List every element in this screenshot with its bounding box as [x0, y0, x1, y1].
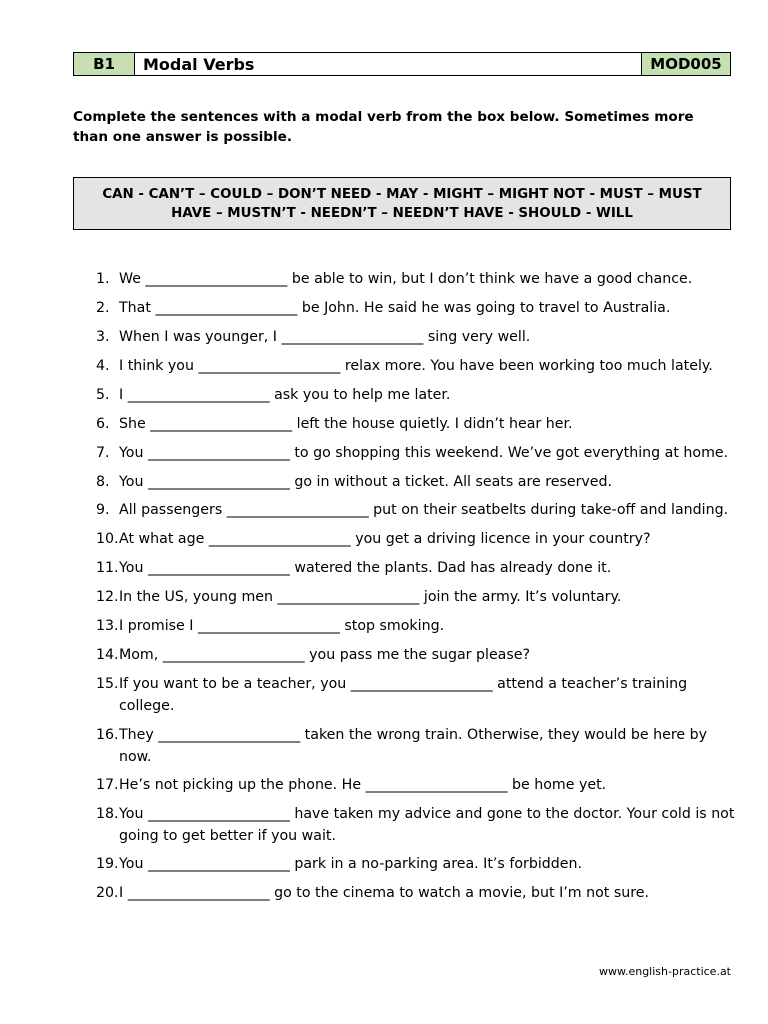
sentence-start: He’s not picking up the phone. He	[119, 777, 366, 793]
item-sentence	[119, 326, 736, 348]
answer-blank[interactable]: ____________________	[350, 676, 493, 692]
sentence-end: be home yet.	[507, 777, 607, 793]
answer-blank[interactable]: ____________________	[226, 502, 369, 518]
sentence-start: In the US, young men	[119, 589, 278, 605]
sentence-end: stop smoking.	[339, 618, 445, 634]
answer-blank[interactable]: ____________________	[147, 445, 290, 461]
sentence-end: sing very well.	[423, 329, 531, 345]
footer-url: www.english-practice.at	[598, 965, 731, 978]
answer-blank[interactable]: ____________________	[127, 387, 270, 403]
item-sentence	[119, 774, 736, 796]
item-number: 19.	[96, 856, 119, 872]
sentence-end: put on their seatbelts during take-off and landing.	[368, 502, 729, 518]
item-number: 13.	[96, 618, 119, 634]
item-sentence	[119, 268, 736, 290]
exercise-list	[96, 268, 739, 911]
sentence-start: Mom,	[119, 647, 163, 663]
answer-blank[interactable]: ____________________	[145, 271, 288, 287]
sentence-end: go in without a ticket. All seats are reserved.	[289, 474, 613, 490]
item-number: 12.	[96, 589, 119, 605]
answer-blank[interactable]: ____________________	[158, 727, 301, 743]
worksheet-header	[73, 52, 731, 76]
sentence-start: I promise I	[119, 618, 198, 634]
item-number: 16.	[96, 727, 119, 743]
exercise-item	[96, 853, 736, 875]
sentence-end: be able to win, but I don’t think we have a good chance.	[287, 271, 693, 287]
sentence-start: She	[119, 416, 151, 432]
item-number: 10.	[96, 531, 119, 547]
answer-blank[interactable]: ____________________	[281, 329, 424, 345]
answer-blank[interactable]: ____________________	[155, 300, 298, 316]
item-sentence	[119, 803, 739, 847]
exercise-item	[96, 774, 736, 796]
exercise-item	[96, 297, 736, 319]
sentence-end: watered the plants. Dad has already done it.	[289, 560, 612, 576]
item-sentence	[119, 384, 736, 406]
sentence-start: You	[119, 806, 148, 822]
worksheet-code: MOD005	[641, 53, 730, 75]
worksheet-title: Modal Verbs	[143, 54, 255, 74]
exercise-item	[96, 413, 736, 435]
item-sentence	[119, 882, 736, 904]
sentence-start: I think you	[119, 358, 199, 374]
exercise-item	[96, 644, 736, 666]
answer-blank[interactable]: ____________________	[162, 647, 305, 663]
item-sentence	[119, 853, 736, 875]
sentence-start: All passengers	[119, 502, 227, 518]
answer-blank[interactable]: ____________________	[198, 358, 341, 374]
sentence-end: left the house quietly. I didn’t hear her.	[292, 416, 573, 432]
item-number: 2.	[96, 300, 110, 316]
answer-blank[interactable]: ____________________	[150, 416, 293, 432]
item-sentence	[119, 471, 736, 493]
answer-blank[interactable]: ____________________	[147, 806, 290, 822]
item-sentence	[119, 442, 736, 464]
sentence-end: ask you to help me later.	[269, 387, 451, 403]
item-sentence	[119, 673, 736, 717]
item-number: 15.	[96, 676, 119, 692]
answer-blank[interactable]: ____________________	[365, 777, 508, 793]
exercise-item	[96, 326, 736, 348]
exercise-item	[96, 442, 736, 464]
answer-blank[interactable]: ____________________	[198, 618, 340, 634]
item-number: 6.	[96, 416, 110, 432]
sentence-end: join the army. It’s voluntary.	[419, 589, 622, 605]
exercise-item	[96, 499, 736, 521]
item-number: 11.	[96, 560, 119, 576]
item-sentence	[119, 297, 736, 319]
sentence-end: go to the cinema to watch a movie, but I’m not sure.	[269, 885, 650, 901]
exercise-item	[96, 724, 736, 768]
answer-blank[interactable]: ____________________	[147, 560, 290, 576]
item-number: 17.	[96, 777, 119, 793]
sentence-start: If you want to be a teacher, you	[119, 676, 351, 692]
item-sentence	[119, 724, 736, 768]
sentence-start: You	[119, 445, 148, 461]
sentence-end: relax more. You have been working too much lately.	[340, 358, 713, 374]
item-number: 9.	[96, 502, 110, 518]
level-label: B1	[74, 53, 135, 75]
item-sentence	[119, 557, 736, 579]
exercise-item	[96, 803, 739, 847]
instructions: Complete the sentences with a modal verb from the box below. Sometimes more than one answer is possible.	[73, 109, 694, 145]
sentence-start: You	[119, 474, 148, 490]
word-box: CAN - CAN’T – COULD – DON’T NEED - MAY - MIGHT – MIGHT NOT - MUST – MUST HAVE – MUSTN’T - NEEDN’T – NEEDN’T HAVE - SHOULD - WILL	[73, 177, 731, 230]
sentence-end: have taken my advice and gone to the doctor. Your cold is not going to get better if you wait.	[119, 806, 739, 844]
item-number: 14.	[96, 647, 119, 663]
answer-blank[interactable]: ____________________	[147, 474, 290, 490]
sentence-start: When I was younger, I	[119, 329, 282, 345]
exercise-item	[96, 586, 736, 608]
exercise-item	[96, 355, 736, 377]
item-sentence	[119, 615, 736, 637]
item-sentence	[119, 413, 736, 435]
item-number: 4.	[96, 358, 110, 374]
sentence-end: you pass me the sugar please?	[304, 647, 531, 663]
exercise-item	[96, 268, 736, 290]
exercise-item	[96, 882, 736, 904]
sentence-end: attend a teacher’s training college.	[119, 676, 692, 714]
answer-blank[interactable]: ____________________	[147, 856, 290, 872]
sentence-end: be John. He said he was going to travel to Australia.	[297, 300, 671, 316]
sentence-start: I	[119, 387, 128, 403]
exercise-item	[96, 673, 736, 717]
item-number: 1.	[96, 271, 110, 287]
item-number: 18.	[96, 806, 119, 822]
item-number: 7.	[96, 445, 110, 461]
exercise-item	[96, 528, 736, 550]
exercise-item	[96, 557, 736, 579]
sentence-start: They	[119, 727, 159, 743]
sentence-start: I	[119, 885, 128, 901]
item-sentence	[119, 528, 736, 550]
item-sentence	[119, 355, 736, 377]
sentence-end: park in a no-parking area. It’s forbidden.	[289, 856, 583, 872]
sentence-start: You	[119, 560, 148, 576]
exercise-item	[96, 471, 736, 493]
answer-blank[interactable]: ____________________	[127, 885, 270, 901]
item-sentence	[119, 586, 736, 608]
item-number: 20.	[96, 885, 119, 901]
sentence-end: to go shopping this weekend. We’ve got everything at home.	[289, 445, 729, 461]
sentence-start: We	[119, 271, 146, 287]
item-sentence	[119, 644, 736, 666]
exercise-item	[96, 384, 736, 406]
sentence-start: That	[119, 300, 156, 316]
sentence-start: You	[119, 856, 148, 872]
item-sentence	[119, 499, 736, 521]
item-number: 8.	[96, 474, 110, 490]
sentence-end: you get a driving licence in your country?	[350, 531, 651, 547]
sentence-start: At what age	[119, 531, 209, 547]
answer-blank[interactable]: ____________________	[208, 531, 351, 547]
item-number: 5.	[96, 387, 110, 403]
exercise-item	[96, 615, 736, 637]
item-number: 3.	[96, 329, 110, 345]
sentence-end: taken the wrong train. Otherwise, they would be here by now.	[119, 727, 712, 765]
answer-blank[interactable]: ____________________	[277, 589, 420, 605]
